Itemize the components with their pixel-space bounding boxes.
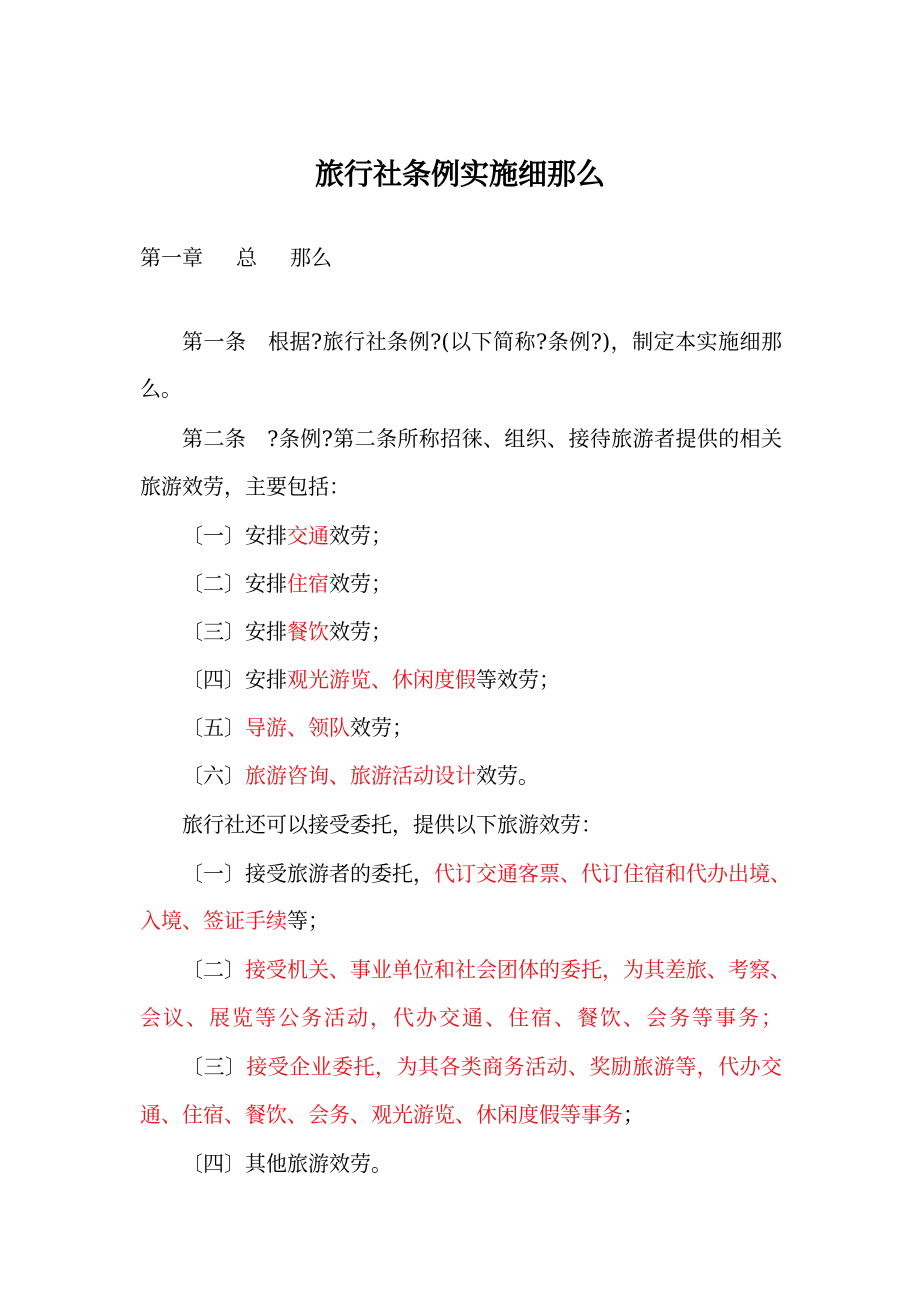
entrust-item-suffix: ； <box>761 1006 782 1030</box>
service-item-1 <box>182 521 392 551</box>
service-item-suffix: 效劳； <box>329 572 392 596</box>
article-2-label: 第二条 <box>182 427 247 451</box>
entrust-item-3-line-2 <box>140 1100 644 1130</box>
service-item-suffix: 效劳。 <box>476 764 539 788</box>
entrust-item-prefix: 接受旅游者的委托， <box>245 862 434 886</box>
service-item-5 <box>182 713 413 743</box>
article-1-line-2: 么。 <box>140 377 182 401</box>
service-item-prefix: 安排 <box>245 524 287 548</box>
entrust-item-highlight: 会议、展览等公务活动，代办交通、住宿、餐饮、会务等事务 <box>140 1006 761 1030</box>
chapter-number: 第一章 <box>140 246 203 270</box>
entrust-item-suffix: 等； <box>287 909 329 933</box>
entrust-item-highlight: 入境、签证手续 <box>140 909 287 933</box>
service-item-highlight: 餐饮 <box>287 620 329 644</box>
chapter-name-b: 那么 <box>290 246 332 270</box>
service-item-number: 〔六〕 <box>182 764 245 788</box>
entrust-item-number: 〔四〕 <box>182 1152 245 1176</box>
service-item-suffix: 效劳； <box>329 620 392 644</box>
service-item-6 <box>182 761 539 791</box>
service-item-number: 〔四〕 <box>182 668 245 692</box>
article-1-line-1 <box>140 327 782 357</box>
service-item-3 <box>182 617 392 647</box>
entrust-item-text: 其他旅游效劳。 <box>245 1152 392 1176</box>
service-item-number: 〔五〕 <box>182 716 245 740</box>
entrust-item-number: 〔一〕 <box>182 862 245 886</box>
service-item-4 <box>182 665 560 695</box>
service-item-prefix: 安排 <box>245 620 287 644</box>
service-item-number: 〔一〕 <box>182 524 245 548</box>
article-2-line-2: 旅游效劳，主要包括： <box>140 475 350 499</box>
article-2-line-1 <box>140 424 782 454</box>
entrust-item-highlight: 接受机关、事业单位和社会团体的委托，为其差旅、考察、 <box>245 958 791 982</box>
service-item-number: 〔二〕 <box>182 572 245 596</box>
entrust-item-3-line-1 <box>140 1052 782 1082</box>
entrust-item-1-line-1 <box>140 859 791 889</box>
article-2-text: ?条例?第二条所称招徕、组织、接待旅游者提供的相关 <box>267 427 783 451</box>
chapter-heading <box>140 243 332 273</box>
service-item-highlight: 交通 <box>287 524 329 548</box>
entrust-item-1-line-2 <box>140 906 329 936</box>
document-title: 旅行社条例实施细那么 <box>314 157 605 191</box>
entrust-item-number: 〔三〕 <box>182 1055 247 1079</box>
entrust-item-2-line-2 <box>140 1003 782 1033</box>
article-1-text: 根据?旅行社条例?(以下简称?条例?)，制定本实施细那 <box>267 330 783 354</box>
service-item-highlight: 旅游咨询、旅游活动设计 <box>245 764 476 788</box>
chapter-name-a: 总 <box>236 246 257 270</box>
service-item-suffix: 效劳； <box>329 524 392 548</box>
entrust-item-number: 〔二〕 <box>182 958 245 982</box>
service-item-2 <box>182 569 392 599</box>
entrust-item-highlight: 代订交通客票、代订住宿和代办出境、 <box>434 862 791 886</box>
service-item-highlight: 观光游览、休闲度假 <box>287 668 476 692</box>
service-item-highlight: 导游、领队 <box>245 716 350 740</box>
service-item-number: 〔三〕 <box>182 620 245 644</box>
entrust-item-highlight: 接受企业委托，为其各类商务活动、奖励旅游等，代办交 <box>246 1055 783 1079</box>
entrust-item-2-line-1 <box>140 955 791 985</box>
service-item-prefix: 安排 <box>245 668 287 692</box>
service-item-prefix: 安排 <box>245 572 287 596</box>
entrust-item-highlight: 通、住宿、餐饮、会务、观光游览、休闲度假等事务 <box>140 1103 623 1127</box>
article-1-label: 第一条 <box>182 330 247 354</box>
service-item-suffix: 效劳； <box>350 716 413 740</box>
entrust-intro: 旅行社还可以接受委托，提供以下旅游效劳： <box>182 813 602 837</box>
entrust-item-4 <box>182 1149 392 1179</box>
entrust-item-suffix: ； <box>623 1103 644 1127</box>
service-item-suffix: 等效劳； <box>476 668 560 692</box>
service-item-highlight: 住宿 <box>287 572 329 596</box>
